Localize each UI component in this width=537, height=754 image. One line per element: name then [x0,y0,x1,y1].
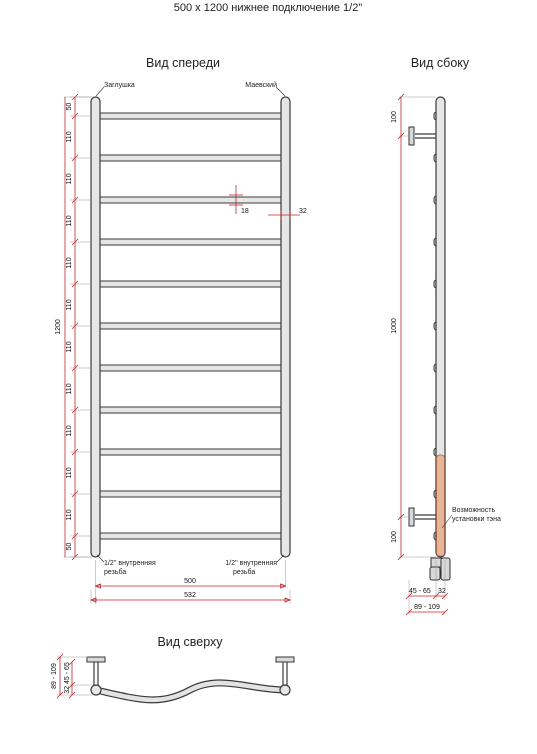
side-view-title: Вид сбоку [410,56,470,70]
rung-spacing-dimension-9: 110 [66,467,73,479]
left-pipe [91,97,100,557]
mayevsky-valve-label: Маевский [245,82,277,89]
rung-7 [97,365,284,371]
side-top-offset-dimension: 100 [391,111,398,123]
heater-element [437,455,445,556]
front-view [55,81,307,604]
height-dimension: 1200 [55,319,62,335]
rung-6 [97,323,284,329]
rung-spacing-dimension-4: 110 [66,257,73,269]
rung-spacing-dimension-10: 110 [66,509,73,521]
rung-spacing-dimension-7: 110 [66,383,73,395]
heater-note-line2: установки тэна [452,516,501,523]
top-right-wall-plate [276,657,294,662]
rung-2 [97,155,284,161]
side-bottom-offset-dimension: 100 [391,531,398,543]
rung-11 [97,533,284,539]
left-thread-label-line1: 1/2'' внутренняя [104,560,156,567]
rung-3 [97,197,284,203]
rung-spacing-dimension-1: 110 [66,131,73,143]
rung-diameter-dimension: 18 [241,208,249,215]
top-rung [96,683,285,700]
side-view [391,94,501,615]
rung-5 [97,281,284,287]
wall-distance-dimension: 45 - 65 [409,588,431,595]
drawing-title: 500 х 1200 нижнее подключение 1/2" [173,2,363,14]
center-distance-dimension: 500 [184,578,196,585]
heater-note-line1: Возможность [452,507,496,514]
top-view [51,654,294,700]
rung-spacing-dimension-6: 110 [66,341,73,353]
right-thread-label-line2: резьба [233,569,256,576]
plug-label: Заглушка [104,82,135,89]
right-thread-label-line1: 1/2'' внутренняя [225,560,277,567]
bottom-wall-bracket [409,508,436,526]
top-right-pipe [280,685,290,695]
side-pipe-dimension: 32 [438,588,446,595]
top-left-wall-plate [87,657,105,662]
front-view-title: Вид спереди [146,56,220,70]
top-wall-bracket [409,127,436,145]
top-offset-dimension: 50 [66,102,73,111]
valve-cap [430,567,440,580]
rung-spacing-dimension-8: 110 [66,425,73,437]
overall-depth-dimension: 89 - 109 [414,604,440,611]
valve-body [441,558,450,580]
overall-width-dimension: 532 [184,592,196,599]
top-view-title: Вид сверху [157,635,223,649]
pipe-diameter-dimension: 32 [299,208,307,215]
right-pipe [281,97,290,557]
top-offset-dimension: 32 45 - 65 [64,662,71,694]
rung-spacing-dimension-5: 110 [66,299,73,311]
rung-10 [97,491,284,497]
left-thread-label-line2: резьба [104,569,127,576]
rung-spacing-dimension-3: 110 [66,215,73,227]
top-depth-dimension: 89 - 109 [51,663,58,689]
top-left-pipe [91,685,101,695]
bottom-offset-dimension: 50 [66,542,73,551]
side-bracket-spacing-dimension: 1000 [391,318,398,334]
rung-spacing-dimension-2: 110 [66,173,73,185]
rung-4 [97,239,284,245]
rung-1 [97,113,284,119]
rung-9 [97,449,284,455]
rung-8 [97,407,284,413]
